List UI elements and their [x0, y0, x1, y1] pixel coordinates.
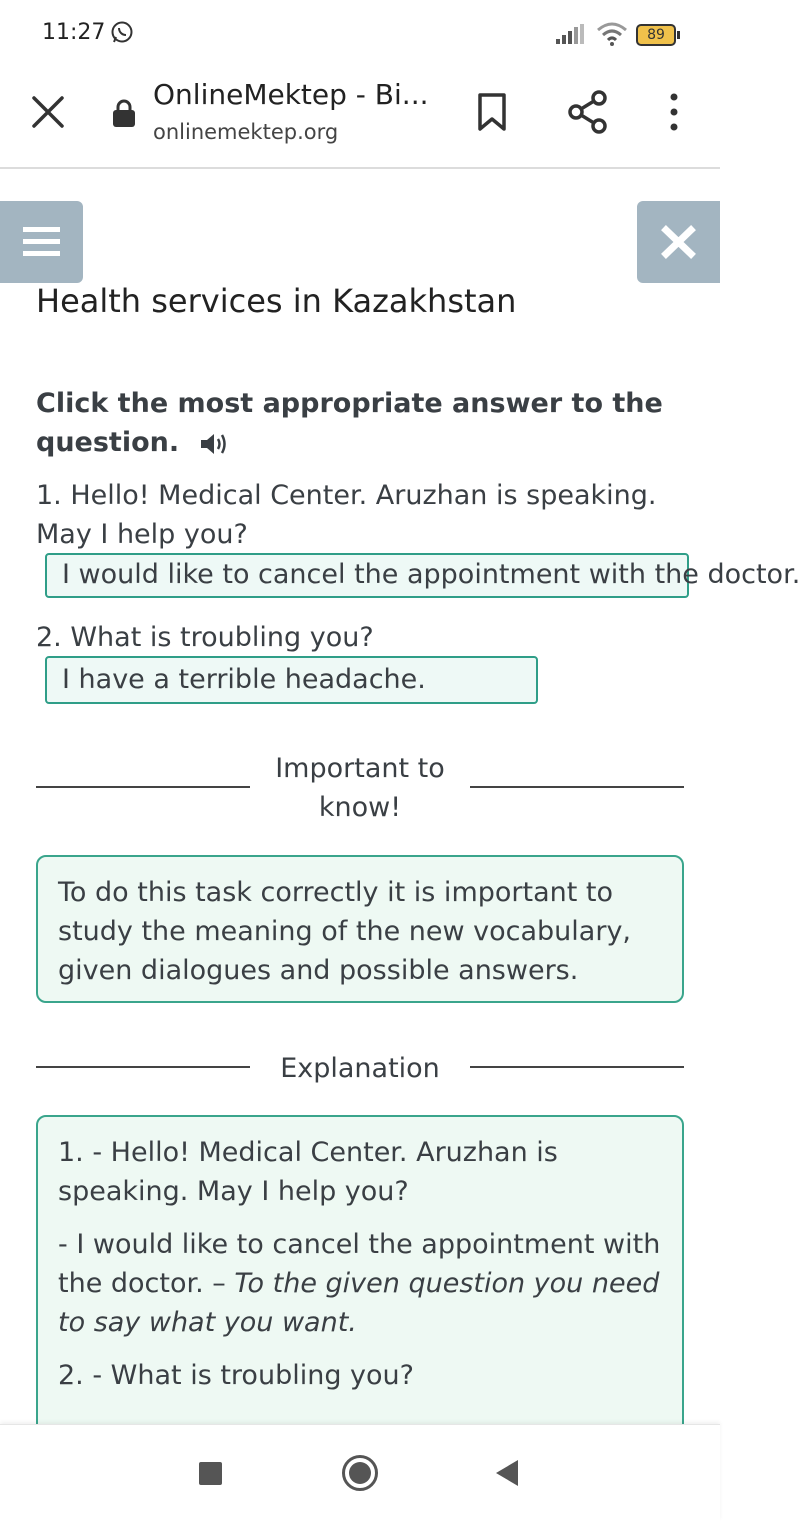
- divider-right: [470, 1066, 684, 1068]
- important-note: To do this task correctly it is important to study the meaning of the new vocabulary, given dialogues and possible answers.: [36, 855, 684, 1003]
- lock-icon: [111, 98, 137, 128]
- bookmark-icon[interactable]: [476, 92, 508, 132]
- browser-toolbar: [0, 68, 720, 169]
- battery-level: 89: [647, 27, 665, 43]
- system-nav-bar: [0, 1424, 720, 1521]
- answer-2-field[interactable]: I have a terrible headache.: [45, 656, 538, 704]
- back-icon[interactable]: [494, 1459, 520, 1487]
- close-icon: [637, 201, 720, 283]
- answer-1-field[interactable]: I would like to cancel the appointment with the doctor.: [45, 553, 689, 598]
- signal-icon: [556, 24, 586, 44]
- explanation-line-3: 2. - What is troubling you?: [58, 1360, 414, 1391]
- explanation-heading: Explanation: [280, 1053, 440, 1084]
- status-time: 11:27: [42, 20, 106, 45]
- home-icon[interactable]: [341, 1454, 379, 1492]
- divider-left: [36, 1066, 250, 1068]
- instruction-text: Click the most appropriate answer to the question.: [36, 388, 663, 458]
- browser-page-title[interactable]: OnlineMektep - Bi...: [153, 78, 429, 111]
- hamburger-icon: [0, 201, 83, 283]
- divider-left: [36, 786, 250, 788]
- speaker-icon[interactable]: [199, 431, 229, 457]
- browser-url[interactable]: onlinemektep.org: [153, 120, 339, 144]
- important-heading: Important to know!: [275, 753, 445, 823]
- close-icon[interactable]: [30, 94, 66, 130]
- recents-icon[interactable]: [199, 1462, 222, 1485]
- status-bar: [0, 0, 720, 68]
- question-2: 2. What is troubling you?: [36, 622, 374, 653]
- whatsapp-icon: [110, 20, 134, 44]
- explanation-hint: To the given question you need to say what you want.: [58, 1268, 660, 1338]
- explanation-line-2: [58, 1225, 662, 1342]
- menu-button[interactable]: [0, 201, 83, 283]
- explanation-answer: - I would like to cancel the appointment with the doctor. –: [58, 1229, 661, 1299]
- question-1: 1. Hello! Medical Center. Aruzhan is speaking. May I help you?: [36, 480, 657, 550]
- divider-right: [470, 786, 684, 788]
- close-lesson-button[interactable]: [637, 201, 720, 283]
- battery-icon: [636, 24, 682, 46]
- page-title: Health services in Kazakhstan: [36, 282, 517, 320]
- explanation-line-1: 1. - Hello! Medical Center. Aruzhan is speaking. May I help you?: [58, 1137, 558, 1207]
- more-vert-icon[interactable]: [664, 92, 684, 132]
- wifi-icon: [596, 22, 628, 46]
- task-instruction: [36, 384, 676, 462]
- share-icon[interactable]: [568, 90, 608, 134]
- explanation-box: [36, 1115, 684, 1445]
